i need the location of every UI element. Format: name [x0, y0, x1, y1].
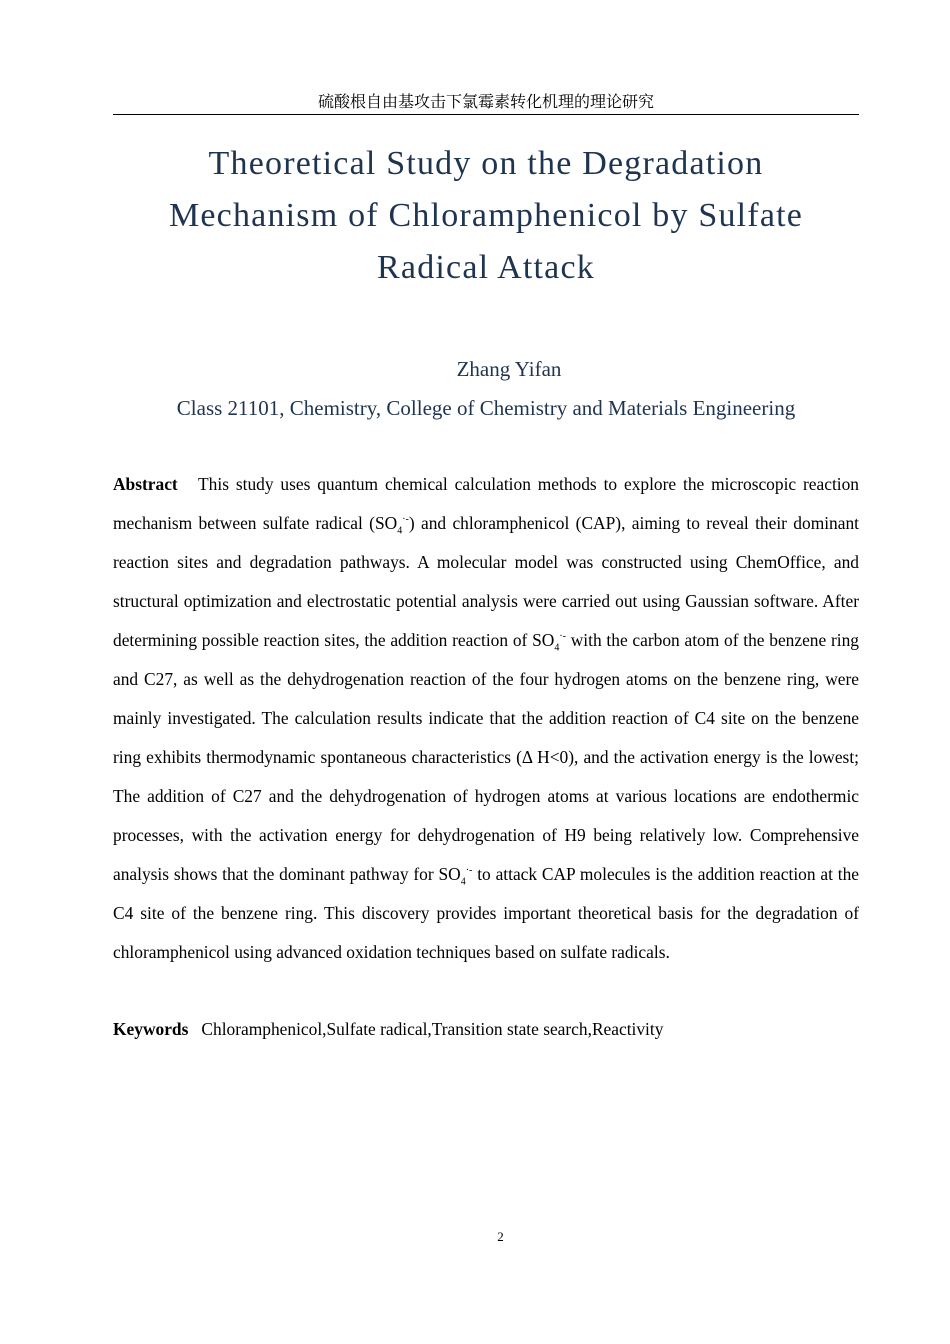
keywords-text: Chloramphenicol,Sulfate radical,Transition state search,Reactivity	[201, 1019, 664, 1039]
abstract-text-4: to attack CAP molecules is the addition reaction at the C4 site of the benzene ring. This discovery provides important theoretical basis for the degradation of chloramphenicol using advanced oxidation techniques based on sulfate radicals.	[113, 864, 859, 962]
formula-superscript: ·-	[402, 514, 409, 526]
formula-subscript: 4	[460, 876, 466, 888]
keywords	[113, 1013, 859, 1045]
formula-base: SO	[532, 630, 555, 650]
formula-base: SO	[374, 513, 398, 533]
title-line-2: Mechanism of Chloramphenicol by Sulfate	[168, 197, 804, 234]
formula-superscript: ·-	[559, 631, 566, 643]
running-header: 硫酸根自由基攻击下氯霉素转化机理的理论研究	[113, 91, 859, 115]
page-number: 2	[497, 1229, 504, 1244]
sulfate-radical-formula	[374, 513, 409, 537]
abstract-text-2: ) and chloramphenicol (CAP), aiming to reveal their dominant reaction sites and degradation pathways. A molecular model was constructed using ChemOffice, and structural optimization and electrostatic potential analysis were carried out using Gaussian software. After determining possible reaction sites, the addition reaction of	[113, 513, 859, 650]
formula-superscript: ·-	[465, 865, 473, 877]
sulfate-radical-formula	[438, 864, 473, 888]
paper-title	[113, 138, 859, 294]
abstract-label: Abstract	[113, 474, 178, 494]
title-line-3: Radical Attack	[377, 249, 595, 286]
abstract	[113, 465, 859, 972]
author-affiliation: Class 21101, Chemistry, College of Chemistry and Materials Engineering	[176, 396, 796, 420]
formula-base: SO	[438, 864, 461, 884]
keywords-label: Keywords	[113, 1019, 189, 1039]
author-name: Zhang Yifan	[456, 357, 562, 381]
sulfate-radical-formula	[532, 630, 566, 654]
abstract-text-1: This study uses quantum chemical calculation methods to explore the microscopic reaction mechanism between sulfate radical (	[113, 474, 859, 533]
formula-subscript: 4	[397, 525, 403, 537]
abstract-text-3: with the carbon atom of the benzene ring and C27, as well as the dehydrogenation reaction of the four hydrogen atoms on the benzene ring, were mainly investigated. The calculation results indicate that the addition reaction of C4 site on the benzene ring exhibits thermodynamic spontaneous characteristics (Δ H<0), and the activation energy is the lowest; The addition of C27 and the dehydrogenation of hydrogen atoms at various locations are endothermic processes, with the activation energy for dehydrogenation of H9 being relatively low. Comprehensive analysis shows that the dominant pathway for	[113, 630, 859, 884]
formula-subscript: 4	[554, 642, 560, 654]
title-line-1: Theoretical Study on the Degradation	[208, 145, 764, 182]
